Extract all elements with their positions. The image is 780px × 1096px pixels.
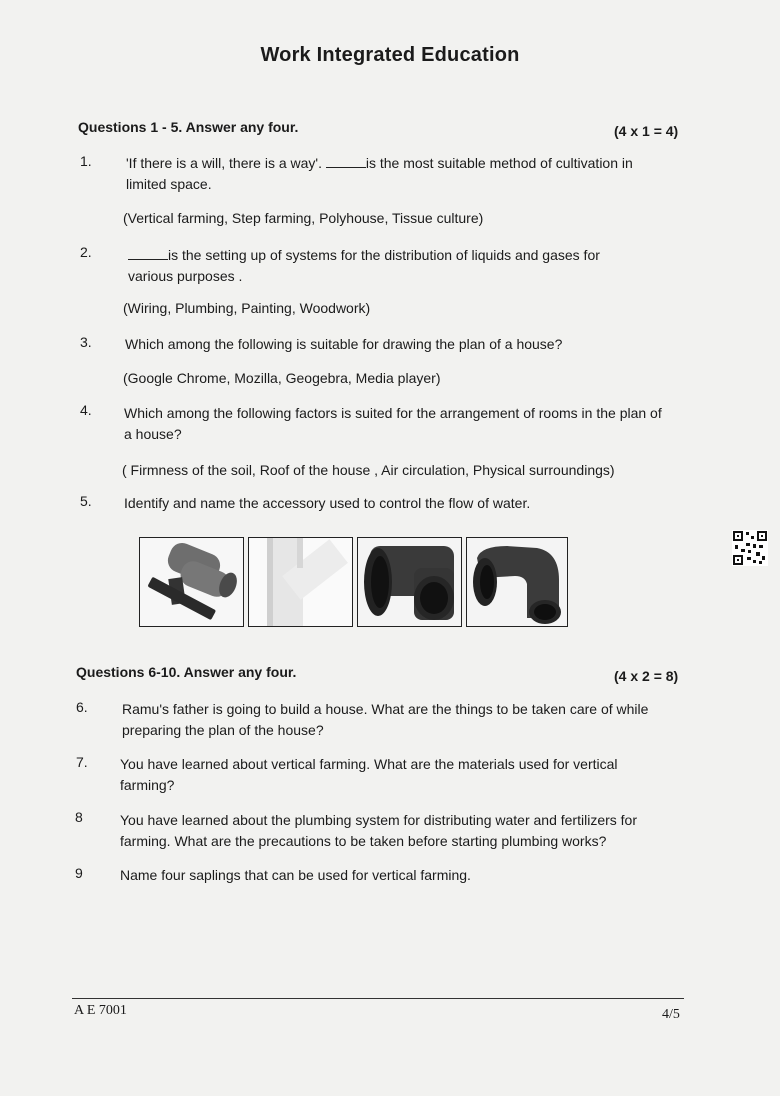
- question-number: 9: [75, 865, 83, 881]
- elbow-joint-image: [466, 537, 568, 627]
- question-text: Which among the following is suitable for drawing the plan of a house?: [125, 336, 563, 352]
- page-title: Work Integrated Education: [260, 44, 520, 66]
- question-text: You have learned about the plumbing system for distributing water and fertilizers for: [120, 812, 637, 828]
- question-options: (Wiring, Plumbing, Painting, Woodwork): [123, 300, 371, 316]
- question-text: farming?: [120, 777, 175, 793]
- section2-heading: Questions 6-10. Answer any four.: [76, 664, 297, 680]
- footer-divider: [72, 998, 684, 999]
- question-text: preparing the plan of the house?: [122, 722, 324, 738]
- question-number: 6.: [76, 699, 88, 715]
- question-2-text: [128, 245, 688, 287]
- question-text: Ramu's father is going to build a house. What are the things to be taken care of while: [122, 701, 649, 717]
- qr-code: [732, 530, 768, 566]
- question-options: (Vertical farming, Step farming, Polyhouse, Tissue culture): [123, 210, 484, 226]
- question-text: various purposes .: [128, 268, 243, 284]
- question-options: ( Firmness of the soil, Roof of the house , Air circulation, Physical surroundings): [122, 462, 615, 478]
- answer-blank: [326, 155, 366, 168]
- question-text: 'If there is a will, there is a way'.: [126, 155, 322, 171]
- question-number: 3.: [80, 334, 92, 350]
- question-text: is the setting up of systems for the distribution of liquids and gases for: [168, 247, 600, 263]
- question-number: 7.: [76, 754, 88, 770]
- question-8-text: [120, 810, 700, 852]
- question-text: You have learned about vertical farming. What are the materials used for vertical: [120, 756, 618, 772]
- question-4-text: [124, 403, 704, 445]
- question-text: Which among the following factors is suited for the arrangement of rooms in the plan of: [124, 405, 662, 421]
- section1-heading: Questions 1 - 5. Answer any four.: [78, 119, 299, 135]
- question-number: 4.: [80, 402, 92, 418]
- fitting-images: [139, 537, 569, 627]
- exam-code: A E 7001: [74, 1003, 127, 1018]
- section2-marks: (4 x 2 = 8): [614, 668, 679, 684]
- y-junction-image: [248, 537, 353, 627]
- question-number: 8: [75, 809, 83, 825]
- page-number: 4/5: [662, 1007, 680, 1022]
- question-number: 1.: [80, 153, 92, 169]
- question-number: 2.: [80, 244, 92, 260]
- question-text: Name four saplings that can be used for vertical farming.: [120, 867, 471, 883]
- answer-blank: [128, 247, 168, 260]
- question-6-text: [122, 699, 702, 741]
- tee-joint-image: [357, 537, 462, 627]
- question-text: limited space.: [126, 176, 212, 192]
- question-options: (Google Chrome, Mozilla, Geogebra, Media player): [123, 370, 441, 386]
- pipe-valve-image: [139, 537, 244, 627]
- section1-marks: (4 x 1 = 4): [614, 123, 679, 139]
- question-text: Identify and name the accessory used to control the flow of water.: [124, 495, 531, 511]
- question-text: is the most suitable method of cultivation in: [365, 155, 633, 171]
- question-text: a house?: [124, 426, 182, 442]
- question-1-text: [126, 153, 686, 195]
- question-7-text: [120, 754, 700, 796]
- question-number: 5.: [80, 493, 92, 509]
- question-text: farming. What are the precautions to be taken before starting plumbing works?: [120, 833, 607, 849]
